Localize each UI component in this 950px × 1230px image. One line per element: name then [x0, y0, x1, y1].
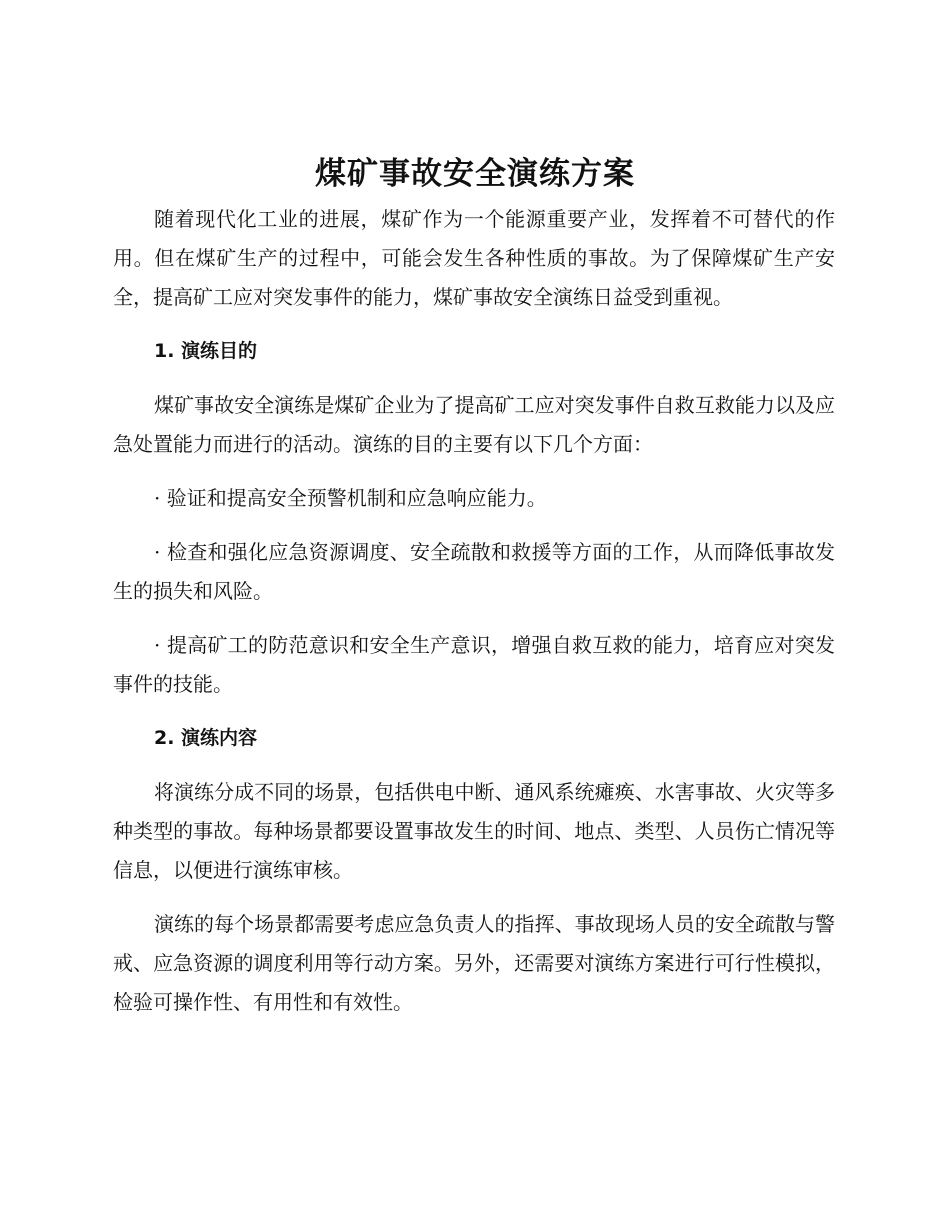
bullet-item: · 验证和提高安全预警机制和应急响应能力。 — [154, 486, 547, 510]
bullet-item: · 提高矿工的防范意识和安全生产意识，增强自救互救的能力，培育应对突发事件的技能。 — [113, 633, 835, 696]
paragraph: 演练的每个场景都需要考虑应急负责人的指挥、事故现场人员的安全疏散与警戒、应急资源的调度利用等行动方案。另外，还需要对演练方案进行可行性模拟，检验可操作性、有用性和有效性。 — [113, 912, 835, 1014]
bullet-item: · 检查和强化应急资源调度、安全疏散和救援等方面的工作，从而降低事故发生的损失和风险。 — [113, 540, 835, 603]
paragraph: 将演练分成不同的场景，包括供电中断、通风系统瘫痪、水害事故、火灾等多种类型的事故。每种场景都要设置事故发生的时间、地点、类型、人员伤亡情况等信息，以便进行演练审核。 — [113, 780, 835, 882]
intro-paragraph: 随着现代化工业的进展，煤矿作为一个能源重要产业，发挥着不可替代的作用。但在煤矿生产的过程中，可能会发生各种性质的事故。为了保障煤矿生产安全，提高矿工应对突发事件的能力，煤矿事故安全演练日益受到重视。 — [113, 207, 835, 309]
paragraph: 煤矿事故安全演练是煤矿企业为了提高矿工应对突发事件自救互救能力以及应急处置能力而进行的活动。演练的目的主要有以下几个方面： — [113, 393, 835, 456]
section-heading-content: 2. 演练内容 — [154, 727, 258, 749]
section-heading-purpose: 1. 演练目的 — [154, 340, 258, 362]
document-title: 煤矿事故安全演练方案 — [315, 156, 635, 192]
document-body — [113, 200, 835, 1037]
